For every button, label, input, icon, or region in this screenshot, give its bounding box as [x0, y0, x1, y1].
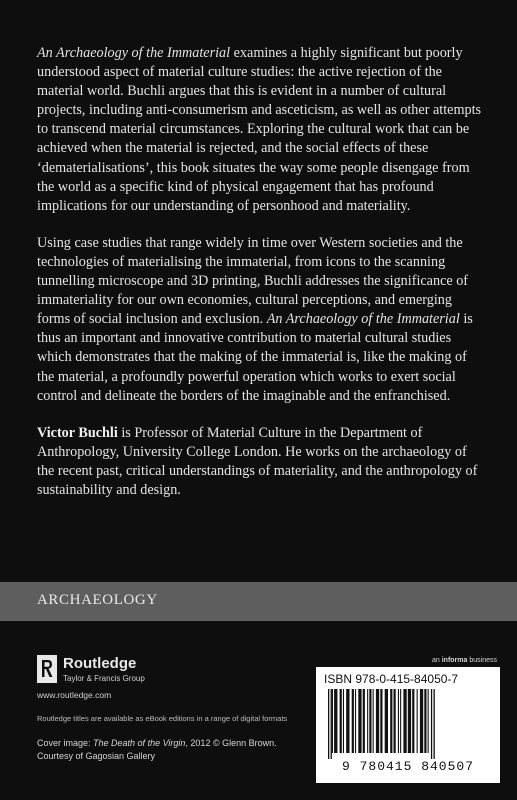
blurb-paragraph-2 [37, 234, 487, 406]
publisher-name: Routledge [63, 655, 137, 672]
blurb-text: Using case studies that range widely in time over Western societies and the technologies of materialising the immaterial, from icons to the scanning tunnelling microscope and 3D printing, Buchli addresses the significance of immateriality for our own economies, cultural perceptions, and emerging forms of social inclusion and exclusion. [37, 234, 469, 328]
credit-prefix: Cover image: [37, 738, 94, 748]
book-title-italic: An Archaeology of the Immaterial [37, 45, 231, 61]
isbn-label: ISBN 978-0-415-84050-7 [324, 672, 459, 686]
cover-credit [37, 737, 317, 763]
barcode-digits: 9 780415 840507 [341, 759, 475, 774]
blurb-text: examines a highly significant but poorly understood aspect of material culture studies: the active rejection of the material world. Buchli argues that this is evident in a number of cultural projects, including anti-consumerism and asceticism, as well as other attempts to transcend material circumstances. Exploring the cultural work that can be achieved when the material is rejected, and the social effects of these ‘dematerialisations’, this book situates the way some people disengage from the world as a specific kind of physical engagement that has profound implications for our understanding of personhood and materiality. [37, 45, 482, 214]
author-name: Victor Buchli [37, 424, 118, 441]
author-bio [37, 424, 487, 500]
artwork-title: The Death of the Virgin [93, 738, 186, 748]
blurb [37, 44, 487, 518]
credit-gallery: Courtesy of Gagosian Gallery [37, 751, 156, 761]
barcode-box [316, 667, 500, 783]
subject-band [0, 582, 517, 621]
author-bio-text: is Professor of Material Culture in the Department of Anthropology, University College London. He works on the archaeology of the recent past, critical understandings of materiality, and the anthropology of sustainability and design. [37, 424, 478, 498]
informa-name: informa [441, 657, 468, 664]
subject-label: ARCHAEOLOGY [37, 592, 158, 608]
barcode-icon [324, 689, 492, 759]
informa-prefix: an [432, 657, 442, 664]
routledge-logo-icon [37, 655, 57, 683]
credit-suffix: , 2012 © Glenn Brown. [185, 738, 277, 748]
blurb-paragraph-1 [37, 44, 487, 216]
book-title-italic: An Archaeology of the Immaterial [266, 311, 460, 328]
blurb-text: is thus an important and innovative contribution to material cultural studies which demonstrates that the making of the immaterial is, like the making of the material, a profoundly powerful operation which works to exert social control and delineate the borders of the imaginable and the enfranchised. [37, 311, 473, 404]
informa-suffix: business [467, 657, 497, 664]
ebook-note: Routledge titles are available as eBook editions in a range of digital formats [37, 714, 288, 723]
publisher-group: Taylor & Francis Group [63, 674, 145, 683]
publisher-url: www.routledge.com [37, 690, 112, 700]
informa-business [432, 657, 497, 664]
